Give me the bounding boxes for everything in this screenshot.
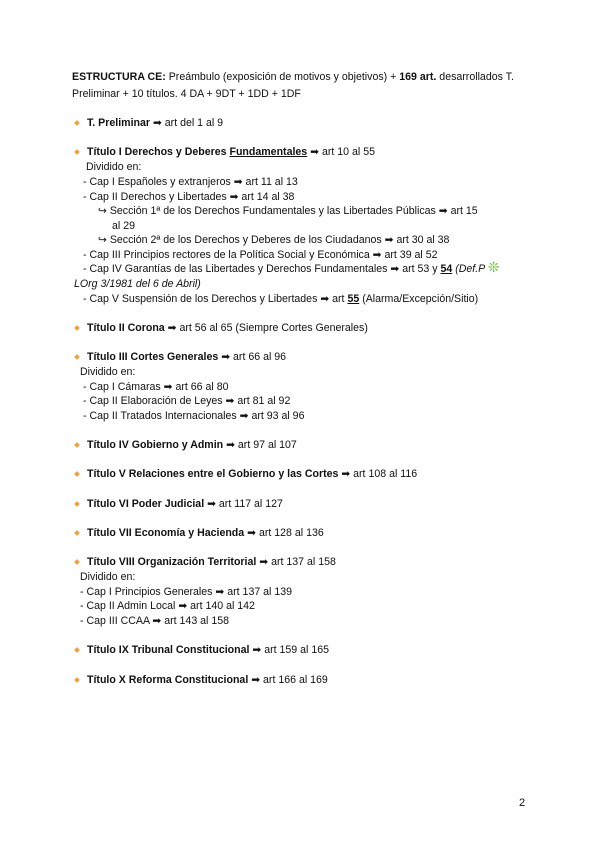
intro-text-a: Preámbulo (exposición de motivos y objetivos) + [165, 71, 400, 83]
titulo-1-title-underlined: Fundamentales [229, 146, 308, 158]
bullet-diamond-icon [74, 325, 80, 331]
titulo-1-cap-5-note: (Alarma/Excepción/Sitio) [359, 293, 479, 305]
titulo-4-arts: ➡ art 97 al 107 [223, 439, 297, 451]
titulo-3-arts: ➡ art 66 al 96 [218, 351, 287, 363]
page-number: 2 [519, 797, 526, 809]
titulo-4-heading [75, 438, 297, 452]
titulo-5-heading [75, 467, 417, 481]
titulo-8-title: Título VIII Organización Territorial [87, 556, 257, 568]
titulo-7-title: Título VII Economía y Hacienda [87, 527, 245, 539]
titulo-10-heading [75, 673, 328, 687]
titulo-1-cap-4 [83, 259, 500, 276]
titulo-8-cap-2: - Cap II Admin Local ➡ art 140 al 142 [80, 600, 255, 612]
titulo-9-title: Título IX Tribunal Constitucional [87, 644, 250, 656]
bullet-diamond-icon [74, 354, 80, 360]
titulo-2-arts: ➡ art 56 al 65 (Siempre Cortes Generales) [164, 322, 368, 334]
titulo-10-arts: ➡ art 166 al 169 [248, 674, 328, 686]
titulo-8-arts: ➡ art 137 al 158 [256, 556, 336, 568]
bullet-diamond-icon [74, 677, 80, 683]
titulo-8-cap-3: - Cap III CCAA ➡ art 143 al 158 [80, 615, 230, 627]
titulo-6-arts: ➡ art 117 al 127 [204, 498, 283, 510]
titulo-1-cap-4-art: 54 [440, 263, 453, 275]
preliminar-arts: ➡ art del 1 al 9 [152, 117, 224, 129]
titulo-8-divided: Dividido en: [80, 571, 136, 583]
titulo-1-heading [75, 145, 375, 159]
titulo-1-cap-4-note-cont: LOrg 3/1981 del 6 de Abril) [74, 278, 201, 290]
titulo-1-arts: ➡ art 10 al 55 [307, 146, 375, 158]
intro-text-b: desarrollados T. Preliminar + 10 títulos. 4 DA + 9DT + 1DD + 1DF [72, 71, 514, 100]
titulo-1-cap-5-art: 55 [347, 293, 360, 305]
titulo-1-cap-1: - Cap I Españoles y extranjeros ➡ art 11 al 13 [83, 176, 298, 188]
titulo-10-title: Título X Reforma Constitucional [87, 674, 249, 686]
titulo-1-seccion-1-cont: al 29 [112, 220, 135, 232]
titulo-8-cap-1: - Cap I Principios Generales ➡ art 137 al 139 [80, 586, 293, 598]
titulo-1-cap-5-text: - Cap V Suspensión de los Derechos y Libertades ➡ art [83, 293, 348, 305]
bullet-diamond-icon [74, 120, 80, 126]
titulo-1-divided: Dividido en: [86, 161, 142, 173]
titulo-9-heading [75, 643, 329, 657]
preliminar-title: T. Preliminar [87, 117, 150, 129]
bullet-diamond-icon [74, 559, 80, 565]
preliminar-heading [75, 116, 223, 130]
titulo-3-heading [75, 350, 286, 364]
titulo-1-cap-5 [83, 292, 478, 306]
titulo-5-arts: ➡ art 108 al 116 [338, 468, 418, 480]
titulo-7-heading [75, 526, 324, 540]
intro-paragraph [72, 69, 552, 103]
titulo-1-cap-4-text: - Cap IV Garantías de las Libertades y Derechos Fundamentales ➡ art 53 y [83, 263, 441, 275]
titulo-9-arts: ➡ art 159 al 165 [249, 644, 329, 656]
titulo-1-seccion-2: ↪ Sección 2ª de los Derechos y Deberes de los Ciudadanos ➡ art 30 al 38 [98, 234, 450, 246]
titulo-6-title: Título VI Poder Judicial [87, 498, 205, 510]
bullet-diamond-icon [74, 501, 80, 507]
intro-bold: 169 art. [399, 71, 437, 83]
bullet-diamond-icon [74, 442, 80, 448]
titulo-2-title: Título II Corona [87, 322, 165, 334]
titulo-1-cap-4-note: (Def.P [452, 263, 488, 275]
bullet-diamond-icon [74, 647, 80, 653]
titulo-3-divided: Dividido en: [80, 366, 136, 378]
asterisk-icon: ❊ [487, 259, 500, 275]
titulo-4-title: Título IV Gobierno y Admin [87, 439, 224, 451]
titulo-2-heading [75, 321, 368, 335]
titulo-3-cap-1: - Cap I Cámaras ➡ art 66 al 80 [83, 381, 229, 393]
bullet-diamond-icon [74, 149, 80, 155]
titulo-3-cap-3: - Cap II Tratados Internacionales ➡ art 93 al 96 [83, 410, 305, 422]
titulo-6-heading [75, 497, 283, 511]
titulo-1-cap-2: - Cap II Derechos y Libertades ➡ art 14 al 38 [83, 191, 295, 203]
titulo-1-cap-3: - Cap III Principios rectores de la Política Social y Económica ➡ art 39 al 52 [83, 249, 438, 261]
titulo-5-title: Título V Relaciones entre el Gobierno y las Cortes [87, 468, 339, 480]
titulo-7-arts: ➡ art 128 al 136 [244, 527, 324, 539]
titulo-1-title: Título I Derechos y Deberes [87, 146, 230, 158]
bullet-diamond-icon [74, 471, 80, 477]
titulo-1-seccion-1: ↪ Sección 1ª de los Derechos Fundamentales y las Libertades Públicas ➡ art 15 [98, 205, 478, 217]
bullet-diamond-icon [74, 530, 80, 536]
titulo-3-title: Título III Cortes Generales [87, 351, 219, 363]
titulo-8-heading [75, 555, 336, 569]
titulo-3-cap-2: - Cap II Elaboración de Leyes ➡ art 81 al 92 [83, 395, 291, 407]
intro-label: ESTRUCTURA CE: [72, 71, 166, 83]
